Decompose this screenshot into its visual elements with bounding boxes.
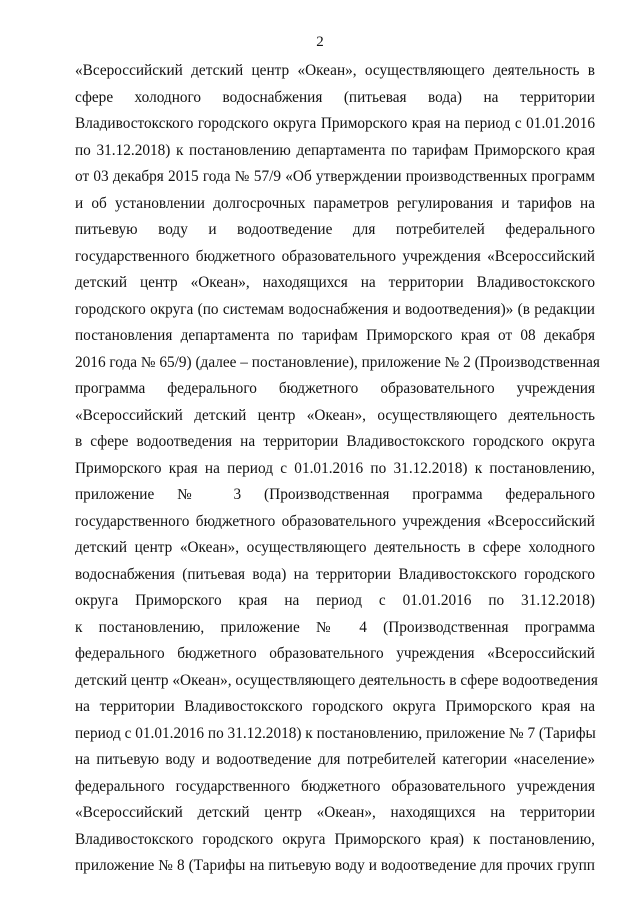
text-line: государственного бюджетного образовательного учреждения «Всероссийский [75, 512, 595, 530]
text-line: сфере холодного водоснабжения (питьевая вода) на территории [75, 88, 595, 106]
text-line: на территории Владивостокского городского округа Приморского края на [75, 698, 595, 715]
text-line: детский центр «Океан», находящихся на территории Владивостокского [75, 274, 595, 291]
text-line: «Всероссийский детский центр «Океан», осуществляющего деятельность [75, 406, 595, 424]
text-line: по 31.12.2018) к постановлению департамента по тарифам Приморского края [75, 141, 595, 159]
text-line: Владивостокского городского округа Приморского края) к постановлению, [75, 830, 595, 848]
text-line: питьевую воду и водоотведение для потребителей федерального [75, 221, 595, 238]
text-line: государственного бюджетного образовательного учреждения «Всероссийский [75, 247, 595, 265]
text-line: городского округа (по системам водоснабжения и водоотведения)» (в редакции [75, 300, 595, 318]
text-line: детский центр «Океан», осуществляющего деятельность в сфере холодного [75, 539, 595, 556]
text-line: к постановлению, приложение № 4 (Производственная программа [75, 618, 595, 636]
text-line: детский центр «Океан», осуществляющего деятельность в сфере водоотведения [75, 671, 598, 689]
text-line: округа Приморского края на период с 01.01.2016 по 31.12.2018) [75, 592, 595, 609]
body-text [75, 58, 600, 880]
text-line: постановления департамента по тарифам Приморского края от 08 декабря [75, 327, 595, 344]
text-line: приложение № 8 (Тарифы на питьевую воду и водоотведение для прочих групп [75, 857, 595, 874]
text-line: водоснабжения (питьевая вода) на территории Владивостокского городского [75, 565, 595, 583]
text-line: 2016 года № 65/9) (далее – постановление), приложение № 2 (Производственная [75, 353, 600, 371]
text-line: «Всероссийский детский центр «Океан», находящихся на территории [75, 804, 595, 821]
text-line: федерального бюджетного образовательного учреждения «Всероссийский [75, 645, 595, 662]
text-line: период с 01.01.2016 по 31.12.2018) к постановлению, приложение № 7 (Тарифы [75, 724, 596, 742]
text-line: Владивостокского городского округа Приморского края на период с 01.01.2016 [75, 115, 595, 132]
text-line: и об установлении долгосрочных параметров регулирования и тарифов на [75, 194, 595, 212]
text-line: федерального государственного бюджетного образовательного учреждения [75, 777, 595, 795]
text-line: приложение № 3 (Производственная программа федерального [75, 486, 595, 503]
text-line: на питьевую воду и водоотведение для потребителей категории «население» [75, 751, 595, 768]
text-line: в сфере водоотведения на территории Владивостокского городского округа [75, 433, 595, 450]
text-line: от 03 декабря 2015 года № 57/9 «Об утверждении производственных программ [75, 168, 595, 185]
page-number: 2 [316, 34, 324, 50]
text-line: «Всероссийский детский центр «Океан», осуществляющего деятельность в [75, 62, 595, 79]
text-line: Приморского края на период с 01.01.2016 по 31.12.2018) к постановлению, [75, 459, 595, 477]
text-line: программа федерального бюджетного образовательного учреждения [75, 380, 595, 397]
